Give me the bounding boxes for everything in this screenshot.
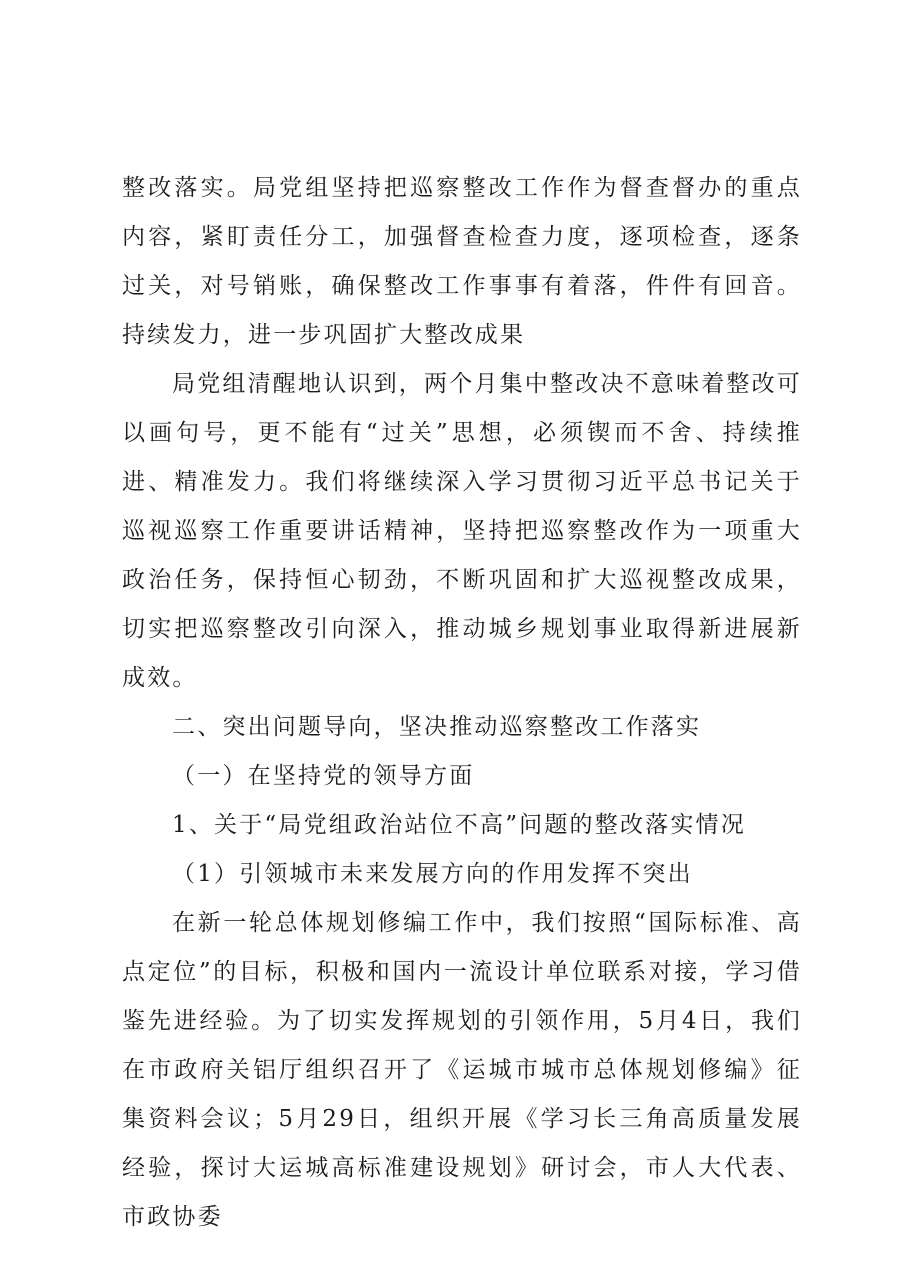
paragraph-rectification-implementation: 整改落实。局党组坚持把巡察整改工作作为督查督办的重点内容，紧盯责任分工，加强督查检查力度，逐项检查，逐条过关，对号销账，确保整改工作事事有着落，件件有回音。持续发力，进一步巩固扩大整改成果 (122, 175, 802, 348)
document-body (122, 164, 802, 1242)
subitem-heading-leading-role: （1）引领城市未来发展方向的作用发挥不突出 (172, 861, 693, 887)
paragraph-master-plan-revision: 在新一轮总体规划修编工作中，我们按照“国际标准、高点定位”的目标，积极和国内一流设计单位联系对接，学习借鉴先进经验。为了切实发挥规划的引领作用，5月4日，我们在市政府关铝厅组织召开了《运城市城市总体规划修编》征集资料会议；5月29日，组织开展《学习长三角高质量发展经验，探讨大运城高标准建设规划》研讨会，市人大代表、市政协委 (122, 910, 802, 1230)
paragraph-party-group-awareness: 局党组清醒地认识到，两个月集中整改决不意味着整改可以画句号，更不能有“过关”思想，必须锲而不舍、持续推进、精准发力。我们将继续深入学习贯彻习近平总书记关于巡视巡察工作重要讲话精神，坚持把巡察整改作为一项重大政治任务，保持恒心韧劲，不断巩固和扩大巡视整改成果，切实把巡察整改引向深入，推动城乡规划事业取得新进展新成效。 (122, 371, 802, 691)
section-heading-problem-orientation: 二、突出问题导向，坚决推动巡察整改工作落实 (172, 714, 702, 740)
subsection-heading-party-leadership: （一）在坚持党的领导方面 (172, 763, 475, 789)
item-heading-political-standing: 1、关于“局党组政治站位不高”问题的整改落实情况 (172, 812, 746, 838)
